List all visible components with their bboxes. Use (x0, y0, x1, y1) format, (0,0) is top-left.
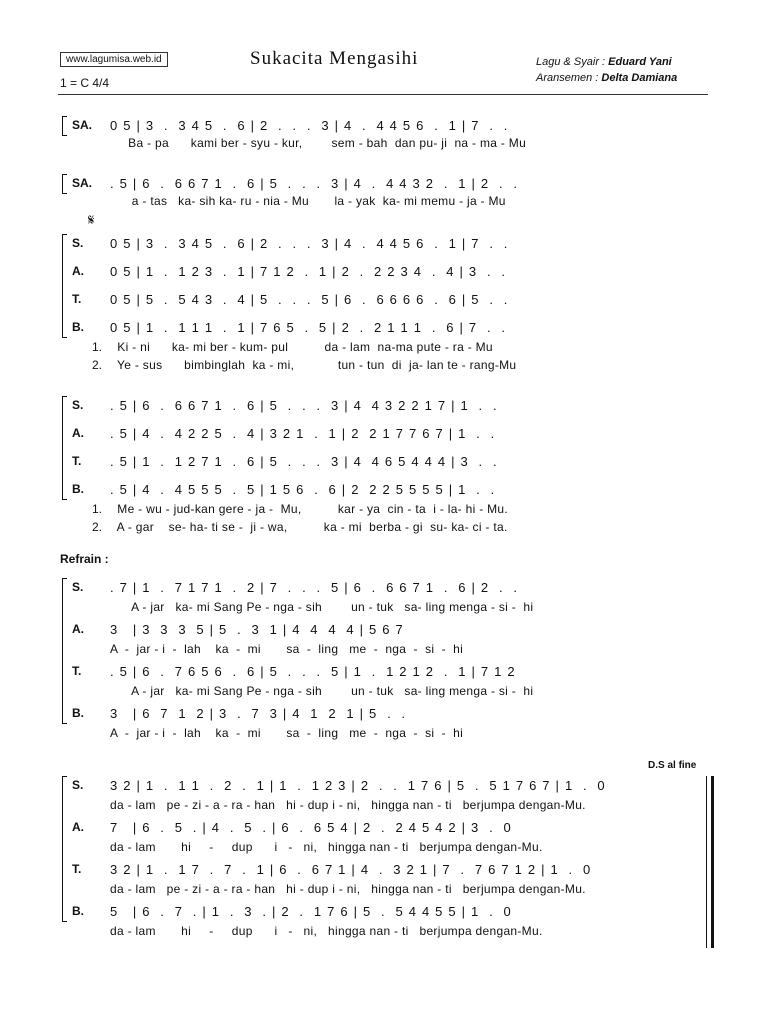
arranger-name: Delta Damiana (601, 72, 678, 84)
notation-line: 3 2 | 1 . 1 7 . 7 . 1 | 6 . 6 7 1 | 4 . 3 2 1 | 7 . 7 6 7 1 2 | 1 . 0 (110, 862, 592, 877)
final-barline-thick (711, 776, 714, 948)
system-bracket (62, 578, 67, 724)
final-barline-thin (706, 776, 707, 948)
verse-number: 1. (92, 340, 103, 354)
segno-icon: 𝄋 (88, 212, 95, 229)
voice-line-2 (0, 820, 768, 854)
lyrics-line: A - jar ka- mi Sang Pe - nga - sih un - tuk sa- ling menga - si - hi (110, 684, 534, 698)
voice-line-3 (0, 664, 768, 698)
verse-lyrics: A - gar se- ha- ti se - ji - wa, ka - mi berba - gi su- ka- ci - ta. (110, 520, 508, 534)
arranger-credit (536, 72, 677, 84)
voice-label: B. (72, 320, 84, 334)
notation-line: . 5 | 6 . 7 6 5 6 . 6 | 5 . . . 5 | 1 . 1 2 1 2 . 1 | 7 1 2 (110, 664, 516, 679)
notation-line: . 7 | 1 . 7 1 7 1 . 2 | 7 . . . 5 | 6 . 6 6 7 1 . 6 | 2 . . (110, 580, 519, 595)
voice-label: T. (72, 862, 82, 876)
system-bracket (62, 396, 67, 500)
verse-lyrics: Ki - ni ka- mi ber - kum- pul da - lam na-ma pute - ra - Mu (110, 340, 493, 354)
verse-lyrics: Ye - sus bimbinglah ka - mi, tun - tun di ja- lan te - rang-Mu (110, 358, 517, 372)
notation-line: 3 | 3 3 3 5 | 5 . 3 1 | 4 4 4 4 | 5 6 7 (110, 622, 404, 637)
lyricist-name: Eduard Yani (608, 56, 672, 68)
notation-line: 0 5 | 3 . 3 4 5 . 6 | 2 . . . 3 | 4 . 4 4 5 6 . 1 | 7 . . (110, 236, 509, 251)
voice-line-1 (0, 398, 768, 418)
notation-line: 0 5 | 3 . 3 4 5 . 6 | 2 . . . 3 | 4 . 4 4 5 6 . 1 | 7 . . (110, 118, 509, 133)
voice-label: S. (72, 778, 84, 792)
voice-line-2 (0, 426, 768, 446)
notation-line: . 5 | 6 . 6 6 7 1 . 6 | 5 . . . 3 | 4 . 4 4 3 2 . 1 | 2 . . (110, 176, 519, 191)
voice-line-4 (0, 320, 768, 340)
voice-line-1 (0, 580, 768, 614)
notation-line: 0 5 | 5 . 5 4 3 . 4 | 5 . . . 5 | 6 . 6 6 6 6 . 6 | 5 . . (110, 292, 509, 307)
lyricist-label: Lagu & Syair : (536, 56, 609, 68)
header-divider (58, 94, 708, 95)
lyrics-line: A - jar - i - lah ka - mi sa - ling me - nga - si - hi (110, 726, 464, 740)
notation-line: . 5 | 4 . 4 5 5 5 . 5 | 1 5 6 . 6 | 2 2 2 5 5 5 5 | 1 . . (110, 482, 496, 497)
voice-label: SA. (72, 176, 93, 190)
voice-line-4 (0, 482, 768, 502)
system-bracket (62, 174, 67, 194)
notation-line: 7 | 6 . 5 . | 4 . 5 . | 6 . 6 5 4 | 2 . 2 4 5 4 2 | 3 . 0 (110, 820, 512, 835)
system-bracket (62, 234, 67, 338)
notation-line: 5 | 6 . 7 . | 1 . 3 . | 2 . 1 7 6 | 5 . 5 4 4 5 5 | 1 . 0 (110, 904, 512, 919)
verse-line-2 (0, 358, 768, 378)
lyrics-line: A - jar - i - lah ka - mi sa - ling me - nga - si - hi (110, 642, 464, 656)
voice-label: SA. (72, 118, 93, 132)
verse-number: 2. (92, 358, 103, 372)
voice-line-2 (0, 264, 768, 284)
verse-line-1 (0, 502, 768, 522)
voice-line-4 (0, 706, 768, 740)
notation-line: . 5 | 4 . 4 2 2 5 . 4 | 3 2 1 . 1 | 2 2 1 7 7 6 7 | 1 . . (110, 426, 496, 441)
key-signature: 1 = C 4/4 (60, 76, 110, 90)
voice-label: B. (72, 706, 84, 720)
system-bracket (62, 116, 67, 136)
voice-label: T. (72, 292, 82, 306)
verse-line-2 (0, 520, 768, 540)
voice-label: S. (72, 236, 84, 250)
voice-label: A. (72, 426, 84, 440)
voice-line-1 (0, 778, 768, 812)
voice-line-3 (0, 862, 768, 896)
voice-line-1 (0, 118, 768, 150)
site-badge[interactable]: www.lagumisa.web.id (60, 52, 168, 67)
verse-line-1 (0, 340, 768, 360)
notation-line: 3 | 6 7 1 2 | 3 . 7 3 | 4 1 2 1 | 5 . . (110, 706, 407, 721)
voice-label: A. (72, 820, 84, 834)
song-title: Sukacita Mengasihi (250, 48, 419, 69)
voice-label: B. (72, 482, 84, 496)
voice-line-1 (0, 236, 768, 256)
voice-line-2 (0, 622, 768, 656)
verse-number: 1. (92, 502, 103, 516)
notation-line: 0 5 | 1 . 1 1 1 . 1 | 7 6 5 . 5 | 2 . 2 1 1 1 . 6 | 7 . . (110, 320, 507, 335)
lyrics-line: A - jar ka- mi Sang Pe - nga - sih un - tuk sa- ling menga - si - hi (110, 600, 534, 614)
system-bracket (62, 776, 67, 922)
voice-label: B. (72, 904, 84, 918)
voice-line-3 (0, 454, 768, 474)
voice-line-4 (0, 904, 768, 938)
voice-line-3 (0, 292, 768, 312)
lyrics-line: da - lam hi - dup i - ni, hingga nan - ti berjumpa dengan-Mu. (110, 840, 543, 854)
voice-label: T. (72, 664, 82, 678)
arranger-label: Aransemen : (536, 72, 602, 84)
refrain-label: Refrain : (60, 552, 109, 566)
voice-label: S. (72, 580, 84, 594)
notation-line: 3 2 | 1 . 1 1 . 2 . 1 | 1 . 1 2 3 | 2 . . 1 7 6 | 5 . 5 1 7 6 7 | 1 . 0 (110, 778, 606, 793)
voice-line-1 (0, 176, 768, 208)
notation-line: 0 5 | 1 . 1 2 3 . 1 | 7 1 2 . 1 | 2 . 2 2 3 4 . 4 | 3 . . (110, 264, 507, 279)
verse-number: 2. (92, 520, 103, 534)
voice-label: T. (72, 454, 82, 468)
notation-line: . 5 | 6 . 6 6 7 1 . 6 | 5 . . . 3 | 4 4 3 2 2 1 7 | 1 . . (110, 398, 498, 413)
lyrics-line: da - lam pe - zi - a - ra - han hi - dup i - ni, hingga nan - ti berjumpa dengan-Mu. (110, 798, 586, 812)
ds-al-fine-label: D.S al fine (648, 760, 697, 771)
verse-lyrics: Me - wu - jud-kan gere - ja - Mu, kar - ya cin - ta i - la- hi - Mu. (110, 502, 509, 516)
voice-label: S. (72, 398, 84, 412)
lyrics-line: da - lam pe - zi - a - ra - han hi - dup i - ni, hingga nan - ti berjumpa dengan-Mu. (110, 882, 586, 896)
voice-label: A. (72, 622, 84, 636)
lyricist-credit (536, 56, 672, 68)
lyrics-line: da - lam hi - dup i - ni, hingga nan - ti berjumpa dengan-Mu. (110, 924, 543, 938)
voice-label: A. (72, 264, 84, 278)
lyrics-line: Ba - pa kami ber - syu - kur, sem - bah dan pu- ji na - ma - Mu (110, 136, 527, 150)
notation-line: . 5 | 1 . 1 2 7 1 . 6 | 5 . . . 3 | 4 4 6 5 4 4 4 | 3 . . (110, 454, 498, 469)
lyrics-line: a - tas ka- sih ka- ru - nia - Mu la - yak ka- mi memu - ja - Mu (110, 194, 506, 208)
